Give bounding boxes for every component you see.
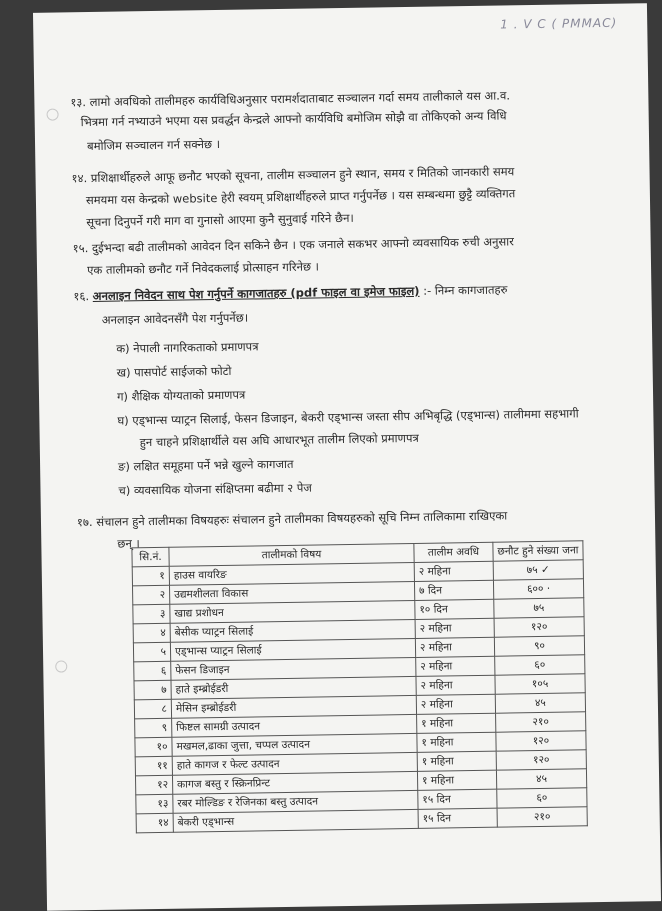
cell-duration: २ महिना: [414, 561, 493, 581]
cell-count: ४५: [496, 769, 586, 789]
cell-duration: २ महिना: [416, 656, 495, 676]
doc-item: ग) शैक्षिक योग्यताको प्रमाणपत्र: [116, 387, 246, 404]
cell-subject: उद्यमशीलता विकास: [169, 581, 414, 604]
clause-15: १५. दुईभन्दा बढी तालीमको आवेदन दिन सकिने छैन । एक जनाले सकभर आफ्नो व्यवसायिक रुची अनुसार एक तालीमको छनौट गर्ने निवेदकलाई प्रोत्साहन गरिनेछ ।: [72, 234, 515, 278]
cell-duration: २ महिना: [416, 694, 495, 714]
scanned-page: [33, 3, 661, 911]
cell-sn: १२: [135, 775, 172, 795]
cell-count: १२०: [494, 617, 584, 637]
punch-hole: [46, 108, 58, 120]
training-table: [131, 540, 587, 833]
clause-14: १४. प्रशिक्षार्थीहरुले आफू छनौट भएको सूचना, तालीम सञ्चालन हुने स्थान, समय र मितिको जानकारी समय समयमा यस केन्द्रको website हेरी स्वयम् प्रशिक्षार्थीहरुले प्राप्त गर्नुपर्नेछ । यस सम्बन्धमा छुट्टै व्यक्तिगत सूचना दिनुपर्ने गरी माग वा गुनासो आएमा कुनै सुनुवाई गरिने छैन।: [71, 164, 516, 230]
doc-item: क) नेपाली नागरिकताको प्रमाणपत्र: [116, 339, 259, 356]
cell-count: १०५: [495, 674, 585, 694]
cell-subject: बेकरी एड्भान्स: [173, 809, 418, 832]
cell-duration: १ महिना: [417, 751, 496, 771]
col-header-count: छनौट हुने संख्या जना: [493, 541, 583, 561]
cell-duration: २ महिना: [415, 618, 494, 638]
cell-duration: १ महिना: [417, 732, 496, 752]
cell-duration: १५ दिन: [418, 789, 497, 809]
cell-duration: ७ दिन: [414, 580, 493, 600]
cell-count: ४५: [495, 693, 585, 713]
clause-17: १७. संचालन हुने तालीमका विषयहरुः संचालन हुने तालीमका विषयहरुको सूचि निम्न तालिकामा राखिएका छन् ।: [76, 508, 508, 551]
doc-item: ङ) लक्षित समूहमा पर्ने भन्ने खुल्ने कागजात: [118, 456, 294, 474]
cell-count: २१०: [497, 807, 587, 827]
cell-duration: १ महिना: [417, 770, 496, 790]
cell-duration: १५ दिन: [418, 808, 497, 828]
clause-16: १६. अनलाइन निवेदन साथ पेश गर्नुपर्ने कागजातहरु (pdf फाइल वा इमेज फाइल) :- निम्न कागजातहरु अनलाइन आवेदनसँगै पेश गर्नुपर्नेछ।: [73, 282, 508, 327]
cell-count: ६०० ·: [493, 579, 583, 599]
cell-count: ९०: [494, 636, 584, 656]
cell-duration: १० दिन: [415, 599, 494, 619]
cell-count: १२०: [496, 750, 586, 770]
cell-count: ६०: [497, 788, 587, 808]
cell-subject: फिष्टल सामग्री उत्पादन: [172, 714, 417, 737]
col-header-subject: तालीमको विषय: [169, 543, 414, 566]
doc-item: घ) एड्भान्स प्याट्रन सिलाई, फेसन डिजाइन, बेकरी एड्भान्स जस्ता सीप अभिबृद्धि (एड्भान्स) तालीममा सहभागी: [117, 406, 579, 428]
cell-subject: रबर मोल्डिङ र रेजिनका बस्तु उत्पादन: [173, 790, 418, 813]
cell-sn: १०: [135, 737, 172, 757]
cell-duration: १ महिना: [417, 713, 496, 733]
cell-subject: फेसन डिजाइन: [171, 657, 416, 680]
cell-sn: १४: [136, 813, 173, 833]
doc-item: ख) पासपोर्ट साईजको फोटो: [116, 363, 232, 380]
clause-16-number: १६.: [73, 289, 90, 304]
clause-16-heading: अनलाइन निवेदन साथ पेश गर्नुपर्ने कागजातहरु (pdf फाइल वा इमेज फाइल): [92, 283, 420, 303]
cell-duration: २ महिना: [415, 637, 494, 657]
cell-subject: खाद्य प्रशोधन: [170, 600, 415, 623]
cell-sn: ८: [134, 699, 171, 719]
doc-item: हुन चाहने प्रशिक्षार्थीले यस अघि आधारभूत तालीम लिएको प्रमाणपत्र: [139, 430, 419, 450]
cell-sn: ४: [133, 623, 170, 643]
cell-sn: २: [132, 585, 169, 605]
cell-subject: एड्भान्स प्याट्रन सिलाई: [170, 638, 415, 661]
cell-subject: हाउस वायरिङ: [169, 562, 414, 585]
cell-sn: ३: [133, 604, 170, 624]
cell-sn: १: [132, 566, 169, 586]
cell-subject: हाते इम्ब्रोईडरी: [171, 676, 416, 699]
cell-sn: १३: [136, 794, 173, 814]
doc-item: च) व्यवसायिक योजना संक्षिप्तमा बढीमा २ पेज: [118, 480, 312, 498]
cell-count: ६०: [495, 655, 585, 675]
clause-16-tail: :- निम्न कागजातहरु: [423, 282, 508, 298]
cell-sn: ७: [134, 680, 171, 700]
cell-sn: ११: [135, 756, 172, 776]
cell-count: ७५ ✓: [493, 560, 583, 580]
col-header-duration: तालीम अवधि: [414, 542, 493, 562]
cell-subject: बेसीक प्याट्रन सिलाई: [170, 619, 415, 642]
cell-count: १२०: [496, 731, 586, 751]
cell-sn: ९: [135, 718, 172, 738]
clause-13: १३. लामो अवधिको तालीमहरु कार्यविधिअनुसार परामर्शदाताबाट सञ्चालन गर्दा समय तालीकाले यस आ.व. भित्रमा गर्न नभ्याउने भएमा यस प्रवर्द्धन केन्द्रले आफ्नो कार्यविधि बमोजिम सोझै वा तोकिएको अन्य विधि बमोजिम सञ्चालन गर्न सक्नेछ ।: [70, 88, 511, 154]
cell-count: २१०: [496, 712, 586, 732]
punch-hole: [55, 660, 67, 672]
cell-count: ७५: [494, 598, 584, 618]
cell-subject: मखमल,ढाका जुत्ता, चप्पल उत्पादन: [172, 733, 417, 756]
handwritten-note: 1 . V C ( PMMAC): [500, 15, 618, 32]
cell-duration: २ महिना: [416, 675, 495, 695]
col-header-sn: सि.नं.: [132, 547, 169, 567]
cell-subject: कागज बस्तु र स्क्रिनप्रिन्ट: [172, 771, 417, 794]
cell-subject: हाते कागज र फेल्ट उत्पादन: [172, 752, 417, 775]
cell-subject: मेसिन इम्ब्रोईडरी: [171, 695, 416, 718]
cell-sn: ५: [133, 642, 170, 662]
cell-sn: ६: [134, 661, 171, 681]
